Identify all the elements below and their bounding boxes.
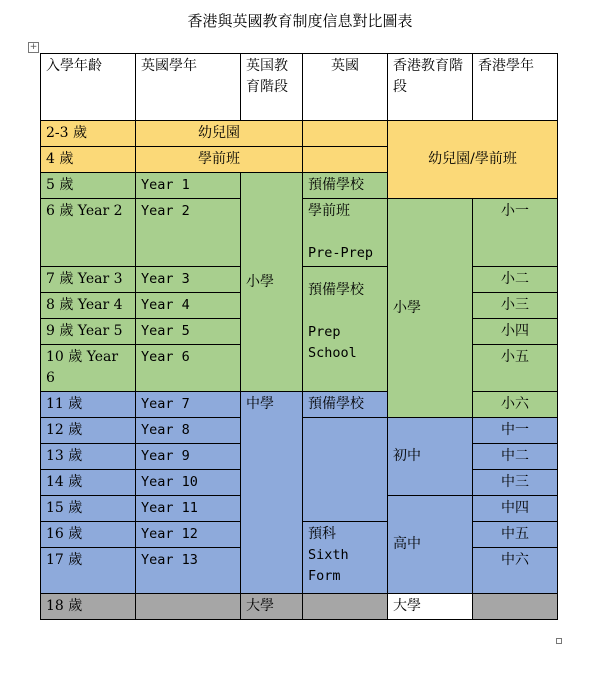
header-hk-year: 香港學年 (473, 54, 558, 121)
age-cell: 18 歲 (41, 594, 136, 620)
age-cell: 14 歲 (41, 470, 136, 496)
age-cell: 16 歲 (41, 522, 136, 548)
table-row (41, 594, 558, 620)
uk-year-cell: Year 4 (136, 293, 241, 319)
age-cell: 17 歲 (41, 548, 136, 594)
preschool-cell: 學前班 (136, 147, 303, 173)
header-uk: 英國 (303, 54, 388, 121)
uk-school-pre-prep (303, 199, 388, 267)
hk-year-cell: 中三 (473, 470, 558, 496)
hk-year-cell: 中四 (473, 496, 558, 522)
header-row (41, 54, 558, 121)
uk-year-cell: Year 11 (136, 496, 241, 522)
age-cell: 5 歲 (41, 173, 136, 199)
hk-year-cell: 中一 (473, 418, 558, 444)
header-hk-stage: 香港教育階段 (388, 54, 473, 121)
header-uk-stage: 英国教育階段 (241, 54, 303, 121)
age-cell: 9 歲 Year 5 (41, 319, 136, 345)
age-cell: 4 歲 (41, 147, 136, 173)
page-title: 香港與英國教育制度信息對比圖表 (187, 12, 413, 30)
table-move-handle-icon[interactable]: + (29, 42, 38, 52)
uk-year-cell: Year 9 (136, 444, 241, 470)
uk-year-cell: Year 7 (136, 392, 241, 418)
hk-stage-primary: 小學 (388, 199, 473, 418)
uk-year-empty (136, 594, 241, 620)
table-row (41, 392, 558, 418)
uk-year-cell: Year 13 (136, 548, 241, 594)
uk-school-empty (303, 418, 388, 522)
age-cell: 8 歲 Year 4 (41, 293, 136, 319)
age-cell: 11 歲 (41, 392, 136, 418)
education-comparison-table (40, 53, 558, 620)
age-cell: 7 歲 Year 3 (41, 267, 136, 293)
sixth-form-cn: 預科 (308, 526, 336, 542)
age-cell: 12 歲 (41, 418, 136, 444)
age-cell: 13 歲 (41, 444, 136, 470)
hk-year-cell: 小六 (473, 392, 558, 418)
uk-year-cell: Year 5 (136, 319, 241, 345)
nursery-cell: 幼兒園 (136, 121, 303, 147)
header-uk-year: 英國學年 (136, 54, 241, 121)
uk-year-cell: Year 12 (136, 522, 241, 548)
hk-preschool-cell: 幼兒園/學前班 (388, 121, 558, 199)
hk-year-cell: 小一 (473, 199, 558, 267)
header-age: 入學年齡 (41, 54, 136, 121)
hk-stage-senior: 高中 (388, 496, 473, 594)
uk-school-prep-school (303, 267, 388, 392)
uk-year-cell: Year 8 (136, 418, 241, 444)
sixth-form-en-1: Sixth (308, 547, 349, 563)
hk-stage-junior: 初中 (388, 418, 473, 496)
prep-en-2: School (308, 345, 357, 361)
hk-year-cell: 小二 (473, 267, 558, 293)
uk-school-sixth-form (303, 522, 388, 594)
prep-en-1: Prep (308, 324, 341, 340)
hk-year-cell: 中五 (473, 522, 558, 548)
uk-year-cell: Year 1 (136, 173, 241, 199)
uk-year-cell: Year 6 (136, 345, 241, 392)
hk-year-cell: 小三 (473, 293, 558, 319)
uk-stage-university: 大學 (241, 594, 303, 620)
age-cell: 15 歲 (41, 496, 136, 522)
hk-year-cell: 中六 (473, 548, 558, 594)
uk-stage-primary: 小學 (241, 173, 303, 392)
uk-school-empty (303, 594, 388, 620)
prep-cn: 預備學校 (308, 282, 364, 298)
uk-year-cell: Year 3 (136, 267, 241, 293)
uk-school-prep: 預備學校 (303, 173, 388, 199)
uk-school-prep-secondary: 預備學校 (303, 392, 388, 418)
hk-year-empty (473, 594, 558, 620)
table-row (41, 121, 558, 147)
hk-year-cell: 中二 (473, 444, 558, 470)
hk-year-cell: 小四 (473, 319, 558, 345)
table-resize-handle-icon[interactable] (556, 638, 562, 644)
age-cell: 10 歲 Year 6 (41, 345, 136, 392)
age-cell: 6 歲 Year 2 (41, 199, 136, 267)
uk-year-cell: Year 10 (136, 470, 241, 496)
sixth-form-en-2: Form (308, 568, 341, 584)
uk-school-empty (303, 121, 388, 147)
age-cell: 2-3 歲 (41, 121, 136, 147)
uk-stage-secondary: 中學 (241, 392, 303, 594)
hk-stage-university: 大學 (388, 594, 473, 620)
pre-prep-en: Pre-Prep (308, 245, 374, 261)
uk-school-empty (303, 147, 388, 173)
uk-year-cell: Year 2 (136, 199, 241, 267)
hk-year-cell: 小五 (473, 345, 558, 392)
pre-prep-cn: 學前班 (308, 203, 350, 219)
